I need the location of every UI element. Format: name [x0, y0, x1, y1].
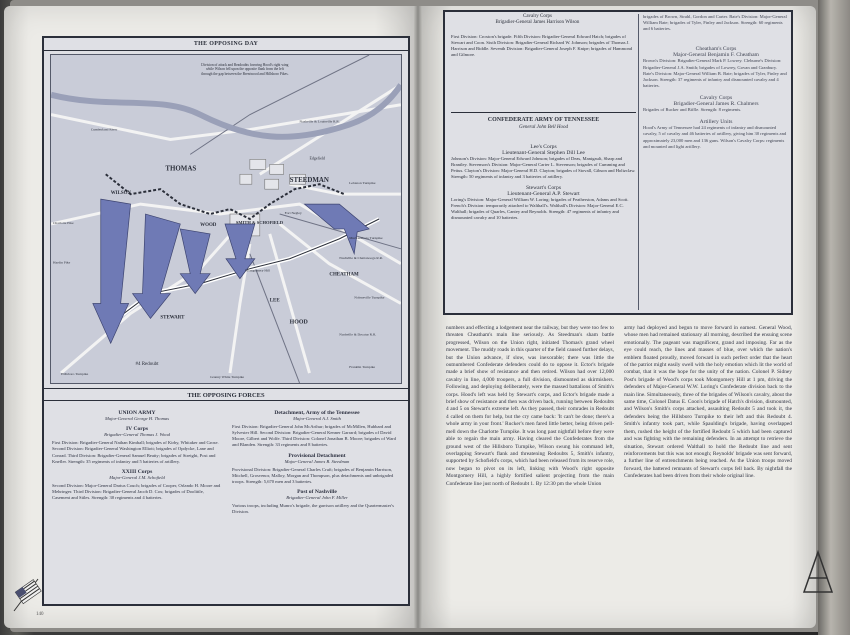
post-head: Post of Nashville	[297, 489, 337, 496]
label-montgomery: Montgomery Hill	[244, 268, 270, 273]
forces-title: THE OPPOSING FORCES	[44, 388, 408, 401]
label-fort-negley: Fort Negley	[284, 211, 302, 216]
label-murfreesboro: Murfreesboro Turnpike	[349, 235, 383, 240]
road-nolensville	[280, 224, 401, 304]
adjacent-clipping	[818, 0, 850, 635]
order-of-battle-box	[443, 10, 793, 315]
map-and-forces-frame	[42, 36, 410, 606]
detachment-column	[232, 406, 402, 517]
xxiii-corps-text: Second Division: Major-General Darius Couch; brigades of Cooper, Orlando H. Moore and Mehringer. Third Division: Brigadier-General Jacob D. Cox; brigades of Doolittle, Casement and Stiles. Strength: 30 regiments and 4 batteries.	[52, 482, 221, 501]
label-hood: HOOD	[289, 319, 308, 326]
label-nashville-lou: Nashville & Louisville R.R.	[299, 119, 340, 124]
arrow-smith	[133, 214, 181, 318]
xxiii-corps-head: XXIII Corps	[121, 468, 153, 475]
col2-top-text: brigades of Brown, Strahl, Gordon and Carter. Bate's Division: Major-General William Bate; brigades of Tyler, Finley and Jackson. Strength: 60 regiments and 6 batteries.	[643, 14, 787, 32]
label-charlotte: Charlotte Pike	[53, 220, 74, 225]
book-gutter	[414, 6, 422, 628]
label-wood: WOOD	[200, 222, 217, 228]
label-hardin: Hardin Pike	[53, 260, 71, 265]
map-intro-note: Division of attack and Readoubts favoring Hood's right wing while Wilson fell upon the opposite flank from the left through the gap between the Brentwood and Hillsboro Pikes.	[201, 62, 289, 76]
detachment-sub: Major-General A.J. Smith	[293, 416, 341, 422]
cheatham-corps-text: Brown's Division: Brigadier-General Mark P. Lowrey. Cleburne's Division: Brigadier-General J.A. Smith; brigades of Lowrey, Govan and Granbury. Bate's Division: Major-General William B. Bate; brigades of Tyler, Finley and Jackson. Strength: 37 regiments of infantry and dismounted cavalry and 4 batteries.	[643, 58, 787, 88]
label-redoubt: #4 Redoubt	[135, 362, 159, 368]
label-stewart: STEWART	[160, 315, 185, 321]
union-column	[52, 406, 222, 503]
union-head: UNION ARMY	[118, 410, 156, 416]
body-column-2: army had deployed and begun to move forward in earnest. General Wood, whose men had remained stationary all morning, described the ensuing scene emotionally. The pageant was magnificent, grand and imposing. Far as the eye could reach, the lines and masses of blue, over which the nation's emblem floated proudly, moved forward in such perfect order that the heart of the patriot might easily swell with the holy emotion which lit the world of combat, that it was the hope for the unity of the nation. Colonel P. Sidney Post's brigade of Wood's corps took Montgomery Hill at 1 pm, driving the defenders of Major-General W.W. Loring's Confederate division back to the main line. Simultaneously, three of the brigades of Wilson's cavalry, about the same time, Colonel Datus E. Coon's brigade of Hatch's division, dismounted, and Wilson's Smith's corps attacked, assaulting Redoubt 5 and took it, the defenders being the Hillsboro Turnpike to their left and this Redoubt 4. Smith's infantry took part, while Spaulding's brigade, having overlapped them, rushed the height of the fortified Redoubt 5 which had been captured and was fighting with the remaining defenders. In an attempt to retrieve the situation, Stewart ordered Walthall to hold the Redoubt line and sent reinforcements but this was not enough; Reynolds' brigade was sent forward, a further line of entrenchments being reached. As the Union troops moved forward, the battered remnants of Stewart's corps fell back. By nightfall the Confederates had been driven from their whole original line.	[624, 325, 792, 480]
label-steedman: STEEDMAN	[289, 176, 329, 185]
label-franklin: Franklin Turnpike	[349, 365, 376, 370]
label-thomas: THOMAS	[165, 164, 197, 173]
confederate-right-column	[643, 14, 789, 152]
union-sub: Major-General George H. Thomas	[104, 416, 170, 422]
road-murfreesboro	[290, 184, 401, 194]
post-text: Various troops, including Munro's brigade, the garrison artillery and the Quartermaster's Division.	[232, 503, 394, 515]
detachment-head: Detachment, Army of the Tennessee	[274, 410, 360, 416]
lee-corps-text: Johnson's Division: Major-General Edward Johnson; brigades of Deas, Manigault, Sharp and Brantley. Stevenson's Division: Major-General Carter L. Stevenson; brigades of Cumming and Pettus. Clayton's Division: Major-General H.D. Clayton; brigades of Stovall, Gibson and Holtzclaw. Strength: 50 regiments of infantry and 3 batteries of artillery.	[451, 156, 636, 180]
label-hillsboro: Hillsboro Turnpike	[61, 372, 89, 377]
artillery-head: Artillery Units	[699, 119, 733, 126]
frame-title: THE OPPOSING DAY	[44, 38, 408, 51]
label-lebanon: Lebanon Turnpike	[349, 181, 376, 186]
arrow-wilson	[93, 199, 131, 343]
iv-corps-head: IV Corps	[125, 426, 149, 433]
label-nashville-chatt: Nashville & Chattanooga R.R.	[339, 255, 383, 260]
label-cheatham: CHEATHAM	[329, 272, 359, 278]
provisional-sub: Major-General James B. Steedman	[284, 458, 350, 464]
label-edgefield: Edgefield	[309, 155, 325, 161]
stewart-corps-text: Loring's Division: Major-General William W. Loring; brigades of Featherston, Adams and Scott. French's Division: temporarily attached to Walthall's. Walthall's Division: Major-General E.C. Walthall; brigades of Quarles, Cantey and Reynolds. Strength: 47 regiments of infantry and dismounted cavalry and 10 batteries.	[451, 196, 629, 221]
confederate-army-sub: General John Bell Hood	[518, 125, 569, 130]
confederate-army-title: CONFEDERATE ARMY OF TENNESSEE	[451, 112, 636, 123]
battle-map	[50, 54, 402, 384]
provisional-head: Provisional Detachment	[288, 452, 346, 459]
iv-corps-sub: Brigadier-General Thomas J. Wood	[104, 432, 170, 438]
label-cumberland: Cumberland River	[90, 127, 118, 132]
label-nolensville: Nolensville Turnpike	[354, 295, 385, 300]
label-wilson: WILSON	[110, 191, 132, 197]
map-intro-note-box	[200, 63, 289, 103]
xxiii-corps-sub: Major-General J.M. Schofield	[109, 474, 165, 480]
arrow-steedman	[305, 204, 370, 254]
provisional-text: Provisional Division: Brigadier-General Charles Cruft; brigades of Benjamin Harrison, Mitchell, Grosvenor, Malloy, Morgan and Thompson, plus detachments and unbrigaded troops. Strength: 5,670 men and 3 batteries.	[232, 466, 394, 484]
stewart-corps-head: Stewart's Corps Lieutenant-General A.P. Stewart	[507, 184, 580, 197]
label-granny: Granny White Turnpike	[210, 375, 245, 380]
detachment-text: First Division: Brigadier-General John McArthur; brigades of McMillen, Hubbard and Sylvester Hill. Second Division: Brigadier-General Kenner Garrard; brigades of David Moore, Gilbert and Wolfe. Third Division: Colonel Jonathan B. Moore; brigades of Ward and Blanden. Strength: 33 regiments and 8 batteries.	[232, 424, 396, 448]
label-smith: SMITH & SCHOFIELD	[235, 219, 284, 225]
battle-map-svg	[51, 55, 401, 383]
cheatham-corps-head: Cheatham's Corps Major-General Benjamin F. Cheatham	[673, 46, 759, 59]
post-sub: Brigadier-General John F. Miller	[286, 495, 348, 501]
left-page-number: 140	[36, 612, 44, 617]
cavalry-corps-text: First Division: Croxton's brigade. Fifth Division: Brigadier-General Edward Hatch; brigades of Stewart and Coon. Sixth Division: Brigadier-General Richard W. Johnson; brigades of Thomas J. Harrison and Biddle. Seventh Division: Brigadier-General Joseph F. Knipe; brigades of Hammond and Gilmore.	[451, 34, 633, 57]
chalmers-cavalry-text: Brigades of Rucker and Biffle. Strength: 8 regiments.	[643, 107, 742, 113]
cavalry-corps-head: Cavalry Corps Brigadier-General James Harrison Wilson	[495, 14, 580, 25]
body-column-1: numbers and effecting a lodgement near the railway, but they were too few to threaten Cheatham's main line seriously. As Steedman's sham battle progressed, Wilson on the Union right, initiated Thomas's grand wheel movement. The muddy roads in this quarter of the field caused further delays, but the Union advance, if slow, was inexorable; there was little the outnumbered Confederate defenders could do to oppose it. Ector's brigade made a brief show of resistance and then retired. Wilson had over 12,000 cavalry in line, 4,000 troopers, a full division, dismounted as skirmishers. Following, and deploying deliberately, were the massed battalions of Smith's corps. Hood's left was held by Stewart's corps, and Ector's brigade made a brief show of resistance and then was driven back, running between Redoubts 4 and 5 on Stewart's extreme left. As they passed, their comrades in Redoubt 4 called on them for help, but the cry came back: 'It can't be done; there's a whole army in your front.' Rucker's men fared little better, being driven pell-mell down the Charlotte Turnpike. It was long past nightfall before they were able to regain the main army. Having cleared the Confederates from the ground west of the Hillsboro Turnpike, Wilson swung his command left, overlapping Stewart's flank and threatening Redoubts 5, Smith's infantry, supported by Schofield's corps, which had been released from its reserve role, now began to pivot on its left, linking with Wood's right opposite Montgomery Hill, a highly fortified salient projecting from the main Confederate line just north of Redoubt 1. By 12:30 pm the whole Union	[446, 325, 614, 487]
artillery-text: Hood's Army of Tennessee had 24 regiments of infantry and dismounted cavalry, 5 of cavalry and 46 batteries of artillery, giving him 30 regiments and approximately 23,000 men and 136 guns. Wilson's Cavalry Corps: regiments and mounted and light artillery.	[643, 125, 787, 149]
lee-corps-head: Lee's Corps Lieutenant-General Stephen Dill Lee	[502, 144, 585, 157]
confederate-corps-column	[451, 140, 636, 223]
flag-emblem-icon	[10, 575, 46, 613]
iv-corps-text: First Division: Brigadier-General Nathan Kimball; brigades of Kirby, Whitaker and Grose. Second Division: Brigadier-General Washington Elliott; brigades of Opdycke, Lane and Conrad. Third Division: Brigadier-General Samuel Beatty; brigades of Streight, Post and Knefler. Strength: 35 regiments of infantry and 5 batteries of artillery.	[52, 440, 219, 464]
chalmers-cavalry-head: Cavalry Corps Brigadier-General James R. Chalmers	[673, 94, 759, 108]
column-divider	[638, 14, 639, 310]
emblem-icon	[800, 548, 836, 596]
label-lee: LEE	[269, 298, 280, 304]
label-nashville-decatur: Nashville & Decatur R.R.	[339, 332, 377, 337]
